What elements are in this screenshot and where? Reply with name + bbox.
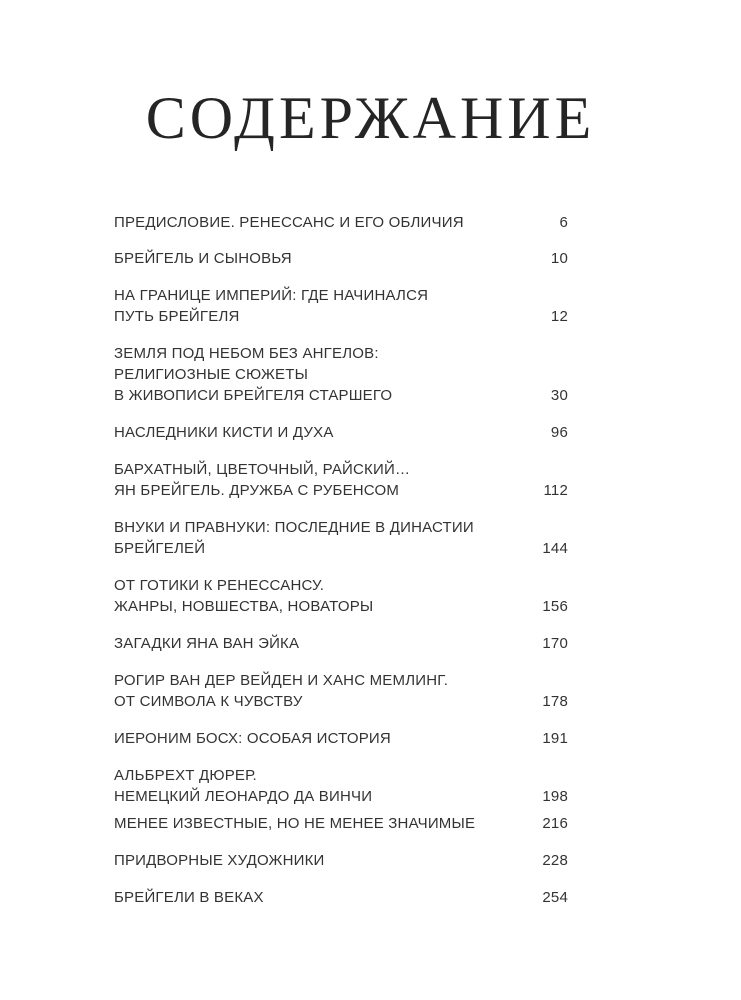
toc-entry-title-line: ВНУКИ И ПРАВНУКИ: ПОСЛЕДНИЕ В ДИНАСТИИ bbox=[114, 519, 474, 536]
toc-entry-title-line: В ЖИВОПИСИ БРЕЙГЕЛЯ СТАРШЕГО bbox=[114, 387, 393, 404]
toc-entry[interactable] bbox=[114, 813, 574, 834]
toc-entry-title-line: БРЕЙГЕЛИ В ВЕКАХ bbox=[114, 889, 264, 906]
toc-entry-title-line: БРЕЙГЕЛЕЙ bbox=[114, 540, 206, 557]
toc-entry[interactable] bbox=[114, 459, 574, 501]
toc-entry[interactable] bbox=[114, 422, 574, 443]
toc-entry-title-line: БРЕЙГЕЛЬ И СЫНОВЬЯ bbox=[114, 250, 292, 267]
toc-entry-page-number: 254 bbox=[542, 889, 568, 906]
toc-entry-title-line: ПРИДВОРНЫЕ ХУДОЖНИКИ bbox=[114, 852, 325, 869]
toc-entry-page-number: 10 bbox=[550, 250, 568, 267]
toc-entry[interactable] bbox=[114, 517, 574, 559]
toc-entry-title-line: ПУТЬ БРЕЙГЕЛЯ bbox=[114, 308, 240, 325]
toc-entry-title-line: АЛЬБРЕХТ ДЮРЕР. bbox=[114, 767, 257, 784]
toc-entry-title bbox=[114, 459, 514, 501]
toc-entry[interactable] bbox=[114, 765, 574, 807]
toc-entry-title-line: НА ГРАНИЦЕ ИМПЕРИЙ: ГДЕ НАЧИНАЛСЯ bbox=[114, 287, 429, 304]
toc-entry-page-number: 178 bbox=[542, 693, 568, 710]
toc-entry-page-number: 191 bbox=[542, 730, 568, 747]
toc-entry-title bbox=[114, 765, 514, 807]
toc-entry-title bbox=[114, 813, 514, 834]
toc-entry[interactable] bbox=[114, 575, 574, 617]
table-of-contents bbox=[114, 196, 574, 908]
toc-entry-page-number: 12 bbox=[550, 308, 568, 325]
toc-entry-title-line: ЗАГАДКИ ЯНА ВАН ЭЙКА bbox=[114, 635, 300, 652]
toc-entry[interactable] bbox=[114, 212, 574, 233]
toc-entry-title-line: ИЕРОНИМ БОСХ: ОСОБАЯ ИСТОРИЯ bbox=[114, 730, 391, 747]
toc-entry[interactable] bbox=[114, 285, 574, 327]
toc-entry-title bbox=[114, 285, 514, 327]
toc-entry-title-line: РОГИР ВАН ДЕР ВЕЙДЕН И ХАНС МЕМЛИНГ. bbox=[114, 672, 449, 689]
toc-entry[interactable] bbox=[114, 670, 574, 712]
toc-entry-page-number: 216 bbox=[542, 815, 568, 832]
toc-entry-title bbox=[114, 248, 514, 269]
toc-entry[interactable] bbox=[114, 343, 574, 406]
toc-entry-title-line: ЖАНРЫ, НОВШЕСТВА, НОВАТОРЫ bbox=[114, 598, 374, 615]
toc-entry-title-line: НЕМЕЦКИЙ ЛЕОНАРДО ДА ВИНЧИ bbox=[114, 788, 373, 805]
toc-entry-page-number: 228 bbox=[542, 852, 568, 869]
toc-entry-title-line: ПРЕДИСЛОВИЕ. РЕНЕССАНС И ЕГО ОБЛИЧИЯ bbox=[114, 214, 464, 231]
toc-entry[interactable] bbox=[114, 850, 574, 871]
toc-entry-title-line: МЕНЕЕ ИЗВЕСТНЫЕ, НО НЕ МЕНЕЕ ЗНАЧИМЫЕ bbox=[114, 815, 476, 832]
toc-entry-title-line: БАРХАТНЫЙ, ЦВЕТОЧНЫЙ, РАЙСКИЙ… bbox=[114, 461, 411, 478]
toc-entry-page-number: 112 bbox=[543, 482, 568, 499]
toc-entry-title bbox=[114, 422, 514, 443]
toc-entry-title bbox=[114, 728, 514, 749]
toc-entry-title-line: ЗЕМЛЯ ПОД НЕБОМ БЕЗ АНГЕЛОВ: bbox=[114, 345, 379, 362]
toc-entry-page-number: 156 bbox=[542, 598, 568, 615]
toc-entry-page-number: 30 bbox=[550, 387, 568, 404]
toc-entry-title bbox=[114, 633, 514, 654]
toc-entry-title bbox=[114, 850, 514, 871]
toc-entry-title-line: РЕЛИГИОЗНЫЕ СЮЖЕТЫ bbox=[114, 366, 309, 383]
toc-entry-title bbox=[114, 212, 514, 233]
toc-entry-page-number: 96 bbox=[550, 424, 568, 441]
toc-entry-title bbox=[114, 670, 514, 712]
toc-entry-title bbox=[114, 575, 514, 617]
toc-entry-page-number: 170 bbox=[542, 635, 568, 652]
toc-entry-page-number: 6 bbox=[559, 214, 568, 231]
toc-entry[interactable] bbox=[114, 728, 574, 749]
toc-entry-title-line: НАСЛЕДНИКИ КИСТИ И ДУХА bbox=[114, 424, 334, 441]
toc-entry-title-line: ЯН БРЕЙГЕЛЬ. ДРУЖБА С РУБЕНСОМ bbox=[114, 482, 400, 499]
toc-entry-title bbox=[114, 517, 514, 559]
toc-entry[interactable] bbox=[114, 887, 574, 908]
toc-entry-page-number: 198 bbox=[542, 788, 568, 805]
toc-entry[interactable] bbox=[114, 248, 574, 269]
toc-entry-page-number: 144 bbox=[542, 540, 568, 557]
toc-entry-title bbox=[114, 887, 514, 908]
page-title: СОДЕРЖАНИЕ bbox=[145, 85, 596, 151]
toc-entry-title-line: ОТ ГОТИКИ К РЕНЕССАНСУ. bbox=[114, 577, 325, 594]
toc-entry-title bbox=[114, 343, 514, 406]
toc-entry-title-line: ОТ СИМВОЛА К ЧУВСТВУ bbox=[114, 693, 303, 710]
toc-entry[interactable] bbox=[114, 633, 574, 654]
